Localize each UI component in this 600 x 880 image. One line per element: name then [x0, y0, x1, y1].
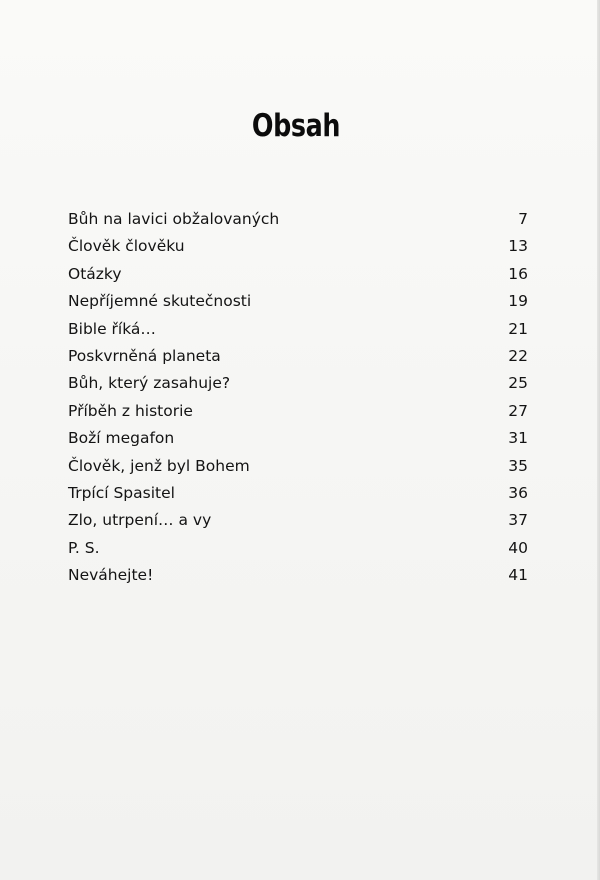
toc-entry [68, 233, 528, 260]
page-title: Obsah [251, 108, 341, 144]
toc-entry-page: 19 [508, 292, 528, 311]
toc-entry [68, 288, 528, 315]
toc-entry-title: Neváhejte! [68, 566, 154, 585]
toc-entry-page: 36 [508, 483, 528, 502]
toc-entry-page: 31 [508, 429, 528, 448]
toc-entry-page: 27 [508, 401, 528, 420]
toc-entry-page: 41 [508, 566, 528, 585]
toc-entry [68, 425, 528, 452]
toc-entry-page: 21 [508, 319, 528, 338]
toc-entry-title: P. S. [68, 538, 100, 557]
toc-entry-title: Člověk člověku [68, 237, 185, 256]
toc-entry-page: 35 [508, 456, 528, 475]
toc-entry-title: Bůh na lavici obžalovaných [68, 210, 280, 228]
toc-entry-page: 16 [508, 264, 528, 283]
toc-entry [68, 398, 528, 425]
toc-entry-title: Bible říká… [68, 319, 156, 338]
toc-entry-title: Nepříjemné skutečnosti [68, 292, 252, 311]
toc-entry-page: 7 [518, 210, 528, 228]
toc-entry-title: Trpící Spasitel [68, 483, 175, 502]
toc-entry-page: 25 [508, 374, 528, 393]
toc-entry-page: 22 [508, 346, 528, 365]
toc-entry-page: 40 [508, 538, 528, 557]
toc-entry [68, 343, 528, 370]
toc-entry [68, 206, 528, 233]
toc-entry [68, 316, 528, 343]
toc-entry [68, 507, 528, 534]
toc-entry-page: 37 [508, 511, 528, 530]
toc-entry [68, 370, 528, 397]
toc-entry-title: Bůh, který zasahuje? [68, 374, 231, 393]
toc-entry-title: Otázky [68, 264, 122, 283]
table-of-contents [68, 206, 528, 589]
toc-entry [68, 261, 528, 288]
toc-entry-title: Poskvrněná planeta [68, 346, 221, 365]
toc-entry [68, 480, 528, 507]
toc-entry-title: Boží megafon [68, 429, 175, 448]
toc-entry-title: Zlo, utrpení… a vy [68, 511, 212, 530]
toc-entry-page: 13 [508, 237, 528, 256]
toc-entry-title: Člověk, jenž byl Bohem [68, 456, 250, 475]
toc-entry [68, 453, 528, 480]
toc-entry [68, 535, 528, 562]
toc-entry-title: Příběh z historie [68, 401, 193, 420]
toc-entry [68, 562, 528, 589]
